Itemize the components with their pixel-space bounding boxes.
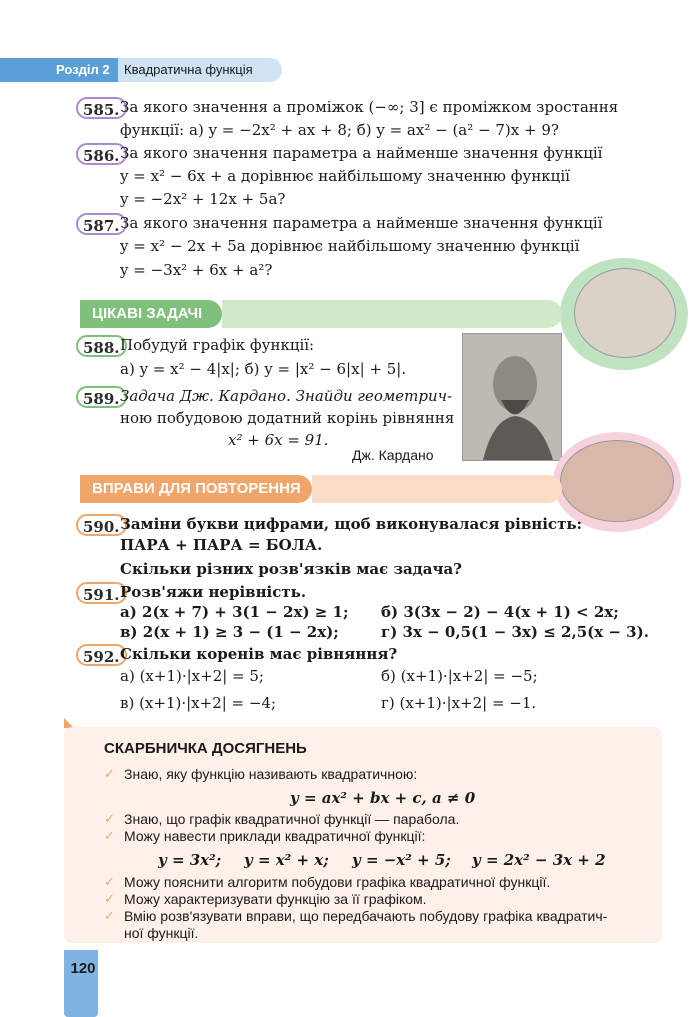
interesting-problems-title: ЦІКАВІ ЗАДАЧІ [92, 305, 203, 322]
cardano-portrait [462, 333, 562, 461]
problem-590-line-2: ПАРА + ПАРА = БОЛА. [120, 536, 323, 554]
problem-589-equation: x² + 6x = 91. [228, 431, 329, 449]
section-label: Розділ 2 [0, 58, 118, 82]
page-number: 120 [70, 960, 96, 977]
achievement-6-line-2: ної функції. [124, 925, 199, 941]
problem-number-585: 585. [76, 97, 127, 119]
problem-588-line-1: Побудуй графік функції: [120, 336, 315, 354]
problem-589-line-2: ною побудовою додатний корінь рівняння [120, 409, 455, 427]
interesting-problems-banner-tail [222, 300, 562, 328]
section-title: Квадратична функція [124, 62, 253, 77]
girls-photo [560, 440, 674, 522]
problem-number-592: 592. [76, 644, 127, 666]
problem-587-line-1: За якого значення параметра a найменше значення функції [120, 214, 603, 232]
portrait-sketch-icon [463, 334, 561, 460]
problem-number-590: 590. [76, 514, 127, 536]
review-exercises-title: ВПРАВИ ДЛЯ ПОВТОРЕННЯ [92, 480, 301, 497]
problem-number-587: 587. [76, 213, 127, 235]
problem-592-b: б) (x+1)·|x+2| = −5; [381, 667, 538, 685]
problem-591-b: б) 3(3x − 2) − 4(x + 1) < 2x; [381, 603, 619, 621]
check-icon: ✓ [104, 829, 115, 844]
achievement-4: Можу пояснити алгоритм побудови графіка квадратичної функції. [124, 874, 551, 890]
problem-number-591: 591. [76, 582, 127, 604]
problem-589-line-1: Задача Дж. Кардано. Знайди геометрич- [120, 387, 453, 405]
check-icon: ✓ [104, 812, 115, 827]
achievement-3: Можу навести приклади квадратичної функції: [124, 828, 426, 844]
problem-585-line-2: функції: а) y = −2x² + ax + 8; б) y = ax² − (a² − 7)x + 9? [120, 121, 559, 139]
achievement-6-line-1: Вмію розв'язувати вправи, що передбачають побудову графіка квадратич- [124, 908, 608, 924]
achievement-5: Можу характеризувати функцію за її графіком. [124, 891, 427, 907]
formula-example-2: y = x² + x; [244, 851, 329, 869]
students-photo [574, 268, 676, 358]
problem-588-line-2: а) y = x² − 4|x|; б) y = |x² − 6|x| + 5|. [120, 360, 407, 378]
problem-591-a: а) 2(x + 7) + 3(1 − 2x) ≥ 1; [120, 603, 349, 621]
problem-592-d: г) (x+1)·|x+2| = −1. [381, 694, 537, 712]
review-exercises-banner-tail [312, 475, 562, 503]
achievement-2: Знаю, що графік квадратичної функції — парабола. [124, 811, 460, 827]
problem-586-line-3: y = −2x² + 12x + 5a? [120, 190, 286, 208]
problem-number-589: 589. [76, 386, 127, 408]
problem-586-line-1: За якого значення параметра a найменше значення функції [120, 144, 603, 162]
achievements-title: СКАРБНИЧКА ДОСЯГНЕНЬ [104, 740, 307, 757]
problem-591-line-1: Розв'яжи нерівність. [120, 583, 307, 601]
problem-585-line-1: За якого значення a проміжок (−∞; 3] є проміжком зростання [120, 98, 619, 116]
check-icon: ✓ [104, 875, 115, 890]
problem-590-line-1: Заміни букви цифрами, щоб виконувалася рівність: [120, 515, 583, 533]
formula-general: y = ax² + bx + c, a ≠ 0 [290, 789, 476, 807]
portrait-caption: Дж. Кардано [352, 447, 434, 463]
problem-591-c: в) 2(x + 1) ≥ 3 − (1 − 2x); [120, 623, 339, 641]
formula-example-3: y = −x² + 5; [352, 851, 451, 869]
problem-number-588: 588. [76, 335, 127, 357]
problem-592-a: а) (x+1)·|x+2| = 5; [120, 667, 264, 685]
formula-example-1: y = 3x²; [158, 851, 222, 869]
achievement-1: Знаю, яку функцію називають квадратичною: [124, 766, 418, 782]
problem-586-line-2: y = x² − 6x + a дорівнює найбільшому значенню функції [120, 167, 570, 185]
problem-590-line-3: Скільки різних розв'язків має задача? [120, 560, 462, 578]
problem-587-line-2: y = x² − 2x + 5a дорівнює найбільшому значенню функції [120, 237, 580, 255]
check-icon: ✓ [104, 909, 115, 924]
check-icon: ✓ [104, 767, 115, 782]
problem-592-c: в) (x+1)·|x+2| = −4; [120, 694, 277, 712]
problem-number-586: 586. [76, 143, 127, 165]
problem-591-d: г) 3x − 0,5(1 − 3x) ≤ 2,5(x − 3). [381, 623, 649, 641]
problem-592-line-1: Скільки коренів має рівняння? [120, 645, 398, 663]
problem-587-line-3: y = −3x² + 6x + a²? [120, 261, 273, 279]
check-icon: ✓ [104, 892, 115, 907]
formula-example-4: y = 2x² − 3x + 2 [472, 851, 606, 869]
